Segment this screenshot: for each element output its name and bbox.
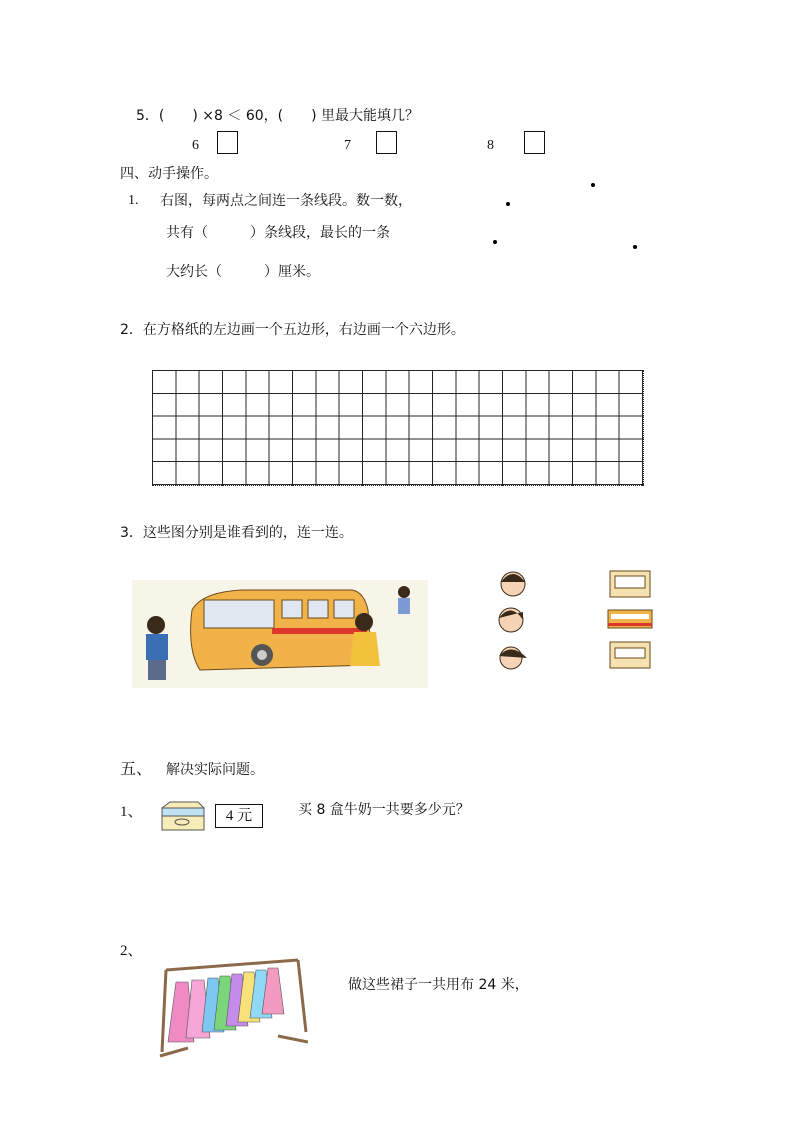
square-grid-paper[interactable] xyxy=(152,370,644,486)
s5-q2-text: 做这些裙子一共用布 24 米， xyxy=(348,977,529,993)
option-6-checkbox[interactable] xyxy=(217,131,238,154)
point-dot xyxy=(493,240,497,244)
option-6-label: 6 xyxy=(192,138,199,153)
q3-text: 3．这些图分别是谁看到的，连一连。 xyxy=(120,525,353,541)
question-5: 5．( ) ×8 ＜ 60，( ) 里最大能填几？ xyxy=(136,108,420,124)
q1-line1: 右图，每两点之间连一条线段。数一数， xyxy=(160,193,412,209)
s5-q2-number: 2、 xyxy=(120,943,143,959)
q1-line3: 大约长（ ）厘米。 xyxy=(166,264,320,280)
section-4-title: 四、动手操作。 xyxy=(120,166,218,182)
child-faces-illustration xyxy=(491,568,535,676)
bus-views-illustration xyxy=(607,568,653,672)
option-8-label: 8 xyxy=(487,138,494,153)
option-8-checkbox[interactable] xyxy=(524,131,545,154)
q1-number: 1. xyxy=(128,193,139,208)
point-dot xyxy=(591,183,595,187)
s5-q1-number: 1、 xyxy=(120,804,143,820)
option-7-label: 7 xyxy=(344,138,351,153)
milk-box-icon xyxy=(158,800,206,832)
s5-q1-text: 买 8 盒牛奶一共要多少元？ xyxy=(298,802,470,818)
point-dot xyxy=(633,245,637,249)
dresses-on-rack-illustration xyxy=(158,952,308,1062)
point-dot xyxy=(506,202,510,206)
q1-line2: 共有（ ）条线段，最长的一条 xyxy=(166,225,390,241)
section-5-number: 五、 xyxy=(120,759,153,778)
bus-scene-illustration xyxy=(132,580,428,688)
q2-text: 2．在方格纸的左边画一个五边形，右边画一个六边形。 xyxy=(120,322,465,338)
price-label: 4 元 xyxy=(215,804,263,828)
section-5-title: 解决实际问题。 xyxy=(166,762,264,778)
option-7-checkbox[interactable] xyxy=(376,131,397,154)
